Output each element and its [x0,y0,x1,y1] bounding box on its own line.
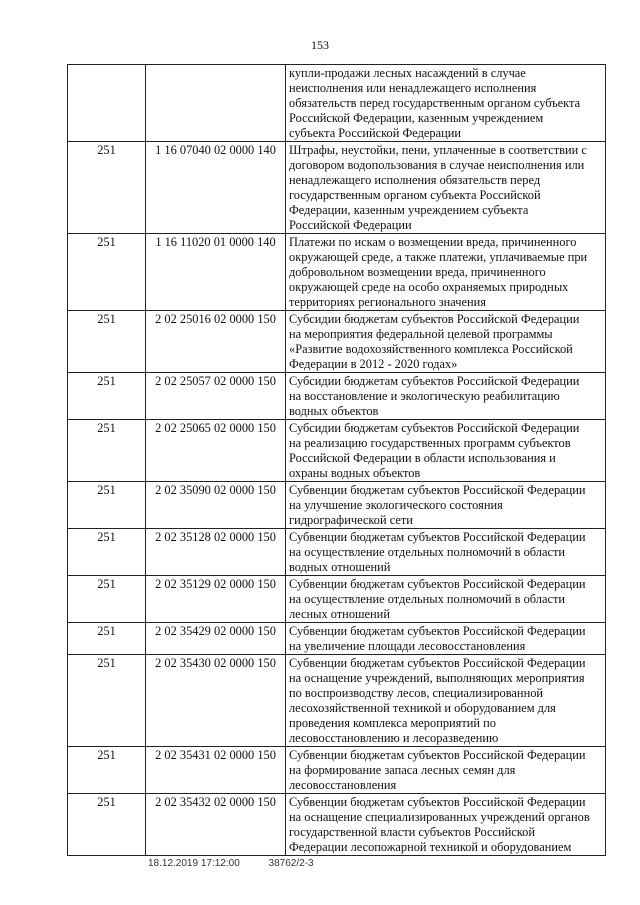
description-line: Субвенции бюджетам субъектов Российской Федерации [289,577,586,591]
description-line: субъекта Российской Федерации [289,126,461,140]
description-line: Субвенции бюджетам субъектов Российской Федерации [289,748,586,762]
admin-code-cell: 251 [68,482,146,529]
description-line: лесовосстановления [289,778,397,792]
description-line: Субсидии бюджетам субъектов Российской Федерации [289,421,580,435]
description-line: Российской Федерации, казенным учреждением [289,111,544,125]
description-line: проведения комплекса мероприятий по [289,716,496,730]
admin-code-cell: 251 [68,142,146,234]
description-line: Российской Федерации [289,218,412,232]
description-line: окружающей среде на особо охраняемых природных [289,280,569,294]
budget-code-cell: 2 02 35129 02 0000 150 [146,576,286,623]
description-cell [286,623,606,655]
table-row [68,142,606,234]
description-line: Федерации лесопожарной техникой и оборудованием [289,840,572,854]
table-row [68,747,606,794]
description-line: на осуществление отдельных полномочий в области [289,545,566,559]
description-cell [286,576,606,623]
table-row [68,623,606,655]
admin-code-cell: 251 [68,373,146,420]
budget-code-cell: 2 02 35128 02 0000 150 [146,529,286,576]
description-line: на восстановление и экологическую реабилитацию [289,389,560,403]
description-line: «Развитие водохозяйственного комплекса Российской [289,342,573,356]
budget-code-cell: 2 02 25016 02 0000 150 [146,311,286,373]
table-body [68,65,606,856]
description-cell [286,142,606,234]
description-line: Федерации, казенным учреждением субъекта [289,203,529,217]
description-cell [286,794,606,856]
description-line: на реализацию государственных программ субъектов [289,436,571,450]
table-row [68,311,606,373]
description-line: Субвенции бюджетам субъектов Российской Федерации [289,624,586,638]
description-line: Субвенции бюджетам субъектов Российской Федерации [289,483,586,497]
admin-code-cell: 251 [68,794,146,856]
description-line: территориях регионального значения [289,295,486,309]
description-line: Субсидии бюджетам субъектов Российской Федерации [289,374,580,388]
description-line: обязательств перед государственным органом субъекта [289,96,581,110]
table-row [68,529,606,576]
description-cell [286,482,606,529]
description-line: купли-продажи лесных насаждений в случае [289,66,526,80]
description-line: на мероприятия федеральной целевой программы [289,327,553,341]
description-line: на формирование запаса лесных семян для [289,763,516,777]
description-line: на оснащение специализированных учреждений органов [289,810,590,824]
admin-code-cell: 251 [68,529,146,576]
description-line: Субсидии бюджетам субъектов Российской Федерации [289,312,580,326]
description-line: охраны водных объектов [289,466,421,480]
description-line: на оснащение учреждений, выполняющих мероприятия [289,671,585,685]
budget-code-cell: 2 02 25057 02 0000 150 [146,373,286,420]
budget-code-cell [146,65,286,142]
budget-classification-table [67,64,606,856]
table-row [68,65,606,142]
table-row [68,234,606,311]
description-cell [286,234,606,311]
description-line: Платежи по искам о возмещении вреда, причиненного [289,235,577,249]
description-line: лесохозяйственной техникой и оборудованием для [289,701,556,715]
description-line: договором водопользования в случае неисполнения или [289,158,585,172]
page-number: 153 [311,38,329,52]
description-line: Субвенции бюджетам субъектов Российской Федерации [289,656,586,670]
description-line: добровольном возмещении вреда, причиненного [289,265,546,279]
description-cell [286,311,606,373]
budget-code-cell: 2 02 35429 02 0000 150 [146,623,286,655]
admin-code-cell: 251 [68,655,146,747]
description-line: неисполнения или ненадлежащего исполнения [289,81,537,95]
description-cell [286,747,606,794]
admin-code-cell: 251 [68,420,146,482]
budget-code-cell: 2 02 35430 02 0000 150 [146,655,286,747]
description-line: ненадлежащего исполнения обязательств перед [289,173,541,187]
budget-code-cell: 2 02 25065 02 0000 150 [146,420,286,482]
footer-timestamp: 18.12.2019 17:12:00 [148,858,240,869]
budget-code-cell: 2 02 35090 02 0000 150 [146,482,286,529]
table-row [68,373,606,420]
description-line: Штрафы, неустойки, пени, уплаченные в соответствии с [289,143,587,157]
budget-code-cell: 1 16 11020 01 0000 140 [146,234,286,311]
table-row [68,655,606,747]
page-footer [148,858,314,869]
description-line: на осуществление отдельных полномочий в области [289,592,566,606]
admin-code-cell: 251 [68,234,146,311]
description-line: государственным органом субъекта Российской [289,188,541,202]
description-line: водных объектов [289,404,379,418]
admin-code-cell: 251 [68,576,146,623]
description-line: Субвенции бюджетам субъектов Российской Федерации [289,795,586,809]
description-line: государственной власти субъектов Российской [289,825,536,839]
budget-code-cell: 2 02 35431 02 0000 150 [146,747,286,794]
description-cell [286,420,606,482]
description-cell [286,373,606,420]
description-line: гидрографической сети [289,513,413,527]
description-line: Субвенции бюджетам субъектов Российской Федерации [289,530,586,544]
admin-code-cell [68,65,146,142]
description-line: Российской Федерации в области использования и [289,451,556,465]
description-line: лесных отношений [289,607,390,621]
admin-code-cell: 251 [68,311,146,373]
description-cell [286,655,606,747]
admin-code-cell: 251 [68,623,146,655]
table-row [68,576,606,623]
budget-code-cell: 2 02 35432 02 0000 150 [146,794,286,856]
table-row [68,482,606,529]
description-cell [286,529,606,576]
description-line: окружающей среде, а также платежи, уплачиваемые при [289,250,588,264]
description-line: Федерации в 2012 - 2020 годах» [289,357,458,371]
description-line: на улучшение экологического состояния [289,498,503,512]
budget-code-cell: 1 16 07040 02 0000 140 [146,142,286,234]
description-line: по воспроизводству лесов, специализированной [289,686,544,700]
table-row [68,794,606,856]
description-line: лесовосстановлению и лесоразведению [289,731,499,745]
description-line: на увеличение площади лесовосстановления [289,639,526,653]
description-cell [286,65,606,142]
description-line: водных отношений [289,560,391,574]
table-row [68,420,606,482]
admin-code-cell: 251 [68,747,146,794]
footer-doc-id: 38762/2-3 [268,858,314,869]
